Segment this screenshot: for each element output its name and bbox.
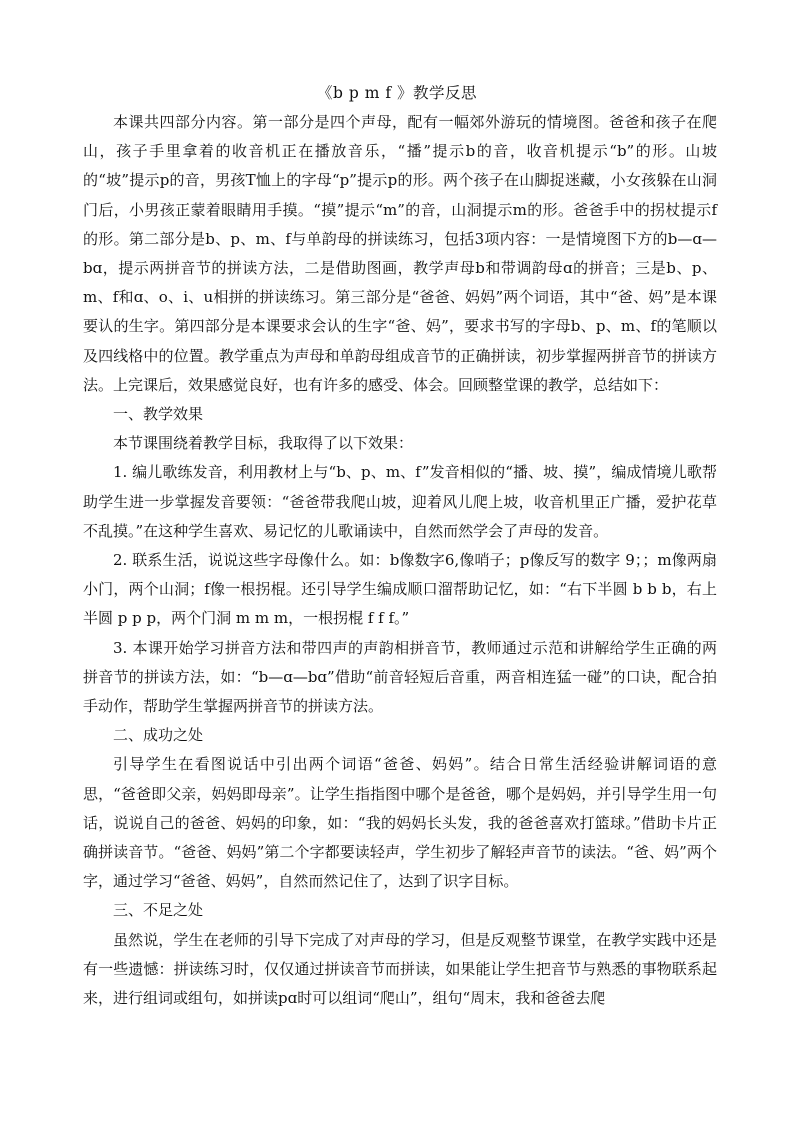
section-heading-teaching-effect: 一、教学效果 — [113, 405, 204, 424]
section-heading-success: 二、成功之处 — [113, 726, 204, 745]
effect-intro-paragraph: 本节课围绕着教学目标，我取得了以下效果： — [113, 434, 414, 453]
document-body — [83, 108, 717, 1013]
effect-item-3: 3. 本课开始学习拼音方法和带四声的声韵相拼音节，教师通过示范和讲解给学生正确的两拼音节的拼读方法，如：“b—ɑ—bɑ”借助“前音轻短后音重，两音相连猛一碰”的口诀，配合拍手动作，帮助学生掌握两拼音节的拼读方法。 — [83, 638, 717, 716]
effect-item-2: 2. 联系生活，说说这些字母像什么。如：b像数字6,像哨子；p像反写的数字 9；；m像两扇小门，两个山洞；f像一根拐棍。还引导学生编成顺口溜帮助记忆，如：“右下半圆 b b b，右上半圆 p p p，两个门洞 m m m，一根拐棍 f f f。” — [83, 551, 717, 628]
shortcomings-paragraph: 虽然说，学生在老师的引导下完成了对声母的学习，但是反观整节课堂，在教学实践中还是有一些遗憾：拼读练习时，仅仅通过拼读音节而拼读，如果能让学生把音节与熟悉的事物联系起来，进行组词或组句，如拼读pɑ时可以组词“爬山”，组句“周末，我和爸爸去爬 — [83, 930, 717, 1008]
intro-paragraph: 本课共四部分内容。第一部分是四个声母，配有一幅郊外游玩的情境图。爸爸和孩子在爬山，孩子手里拿着的收音机正在播放音乐，“播”提示b的音，收音机提示“b”的形。山坡的“坡”提示p的音，男孩T恤上的字母“p”提示p的形。两个孩子在山脚捉迷藏，小女孩躲在山洞门后，小男孩正蒙着眼睛用手摸。“摸”提示“m”的音，山洞提示m的形。爸爸手中的拐杖提示f的形。第二部分是b、p、m、f与单韵母的拼读练习，包括3项内容：一是情境图下方的b—ɑ—bɑ，提示两拼音节的拼读方法，二是借助图画，教学声母b和带调韵母ɑ的拼音；三是b、p、m、f和ɑ、o、i、u相拼的拼读练习。第三部分是“爸爸、妈妈”两个词语，其中“爸、妈”是本课要认的生字。第四部分是本课要求会认的生字“爸、妈”，要求书写的字母b、p、m、f的笔顺以及四线格中的位置。教学重点为声母和单韵母组成音节的正确拼读，初步掌握两拼音节的拼读方法。上完课后，效果感觉良好，也有许多的感受、体会。回顾整堂课的教学，总结如下： — [83, 113, 717, 394]
success-paragraph: 引导学生在看图说话中引出两个词语“爸爸、妈妈”。结合日常生活经验讲解词语的意思，“爸爸即父亲，妈妈即母亲”。让学生指指图中哪个是爸爸，哪个是妈妈，并引导学生用一句话，说说自己的爸爸、妈妈的印象，如：“我的妈妈长头发，我的爸爸喜欢打篮球。”借助卡片正确拼读音节。“爸爸、妈妈”第二个字都要读轻声，学生初步了解轻声音节的读法。“爸、妈”两个字，通过学习“爸爸、妈妈”，自然而然记住了，达到了识字目标。 — [83, 755, 717, 891]
document-title: 《b p m f 》教学反思 — [317, 84, 477, 102]
section-heading-shortcomings: 三、不足之处 — [113, 901, 204, 920]
effect-item-1: 1. 编儿歌练发音，利用教材上与“b、p、m、f”发音相似的“播、坡、摸”，编成情境儿歌帮助学生进一步掌握发音要领：“爸爸带我爬山坡，迎着风儿爬上坡，收音机里正广播，爱护花草不乱摸。”在这种学生喜欢、易记忆的儿歌诵读中，自然而然学会了声母的发音。 — [83, 463, 717, 540]
